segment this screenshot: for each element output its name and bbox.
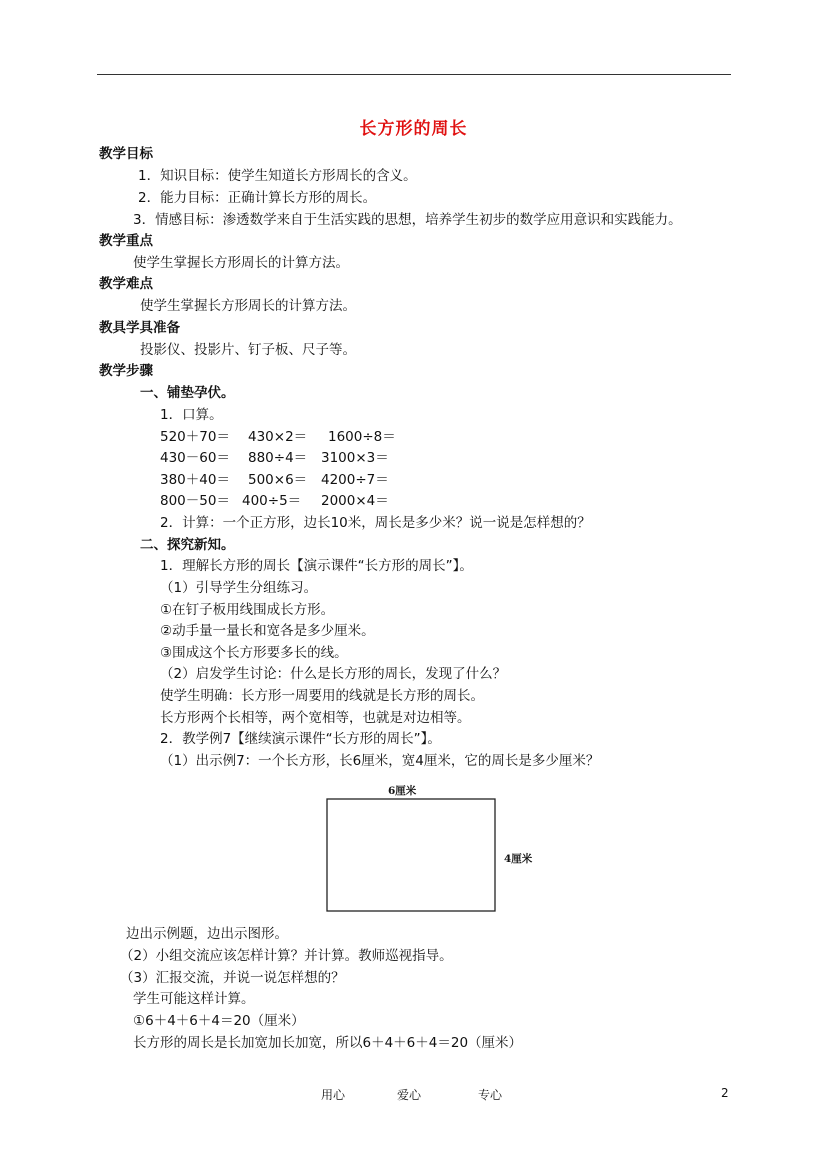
goals-heading: 教学目标 [99, 146, 153, 162]
calc-cell: 4200÷7＝ [321, 472, 389, 488]
length-label: 6厘米 [388, 785, 417, 797]
oral-calc-label: 1．口算。 [160, 407, 223, 423]
calc-cell: 400÷5＝ [242, 493, 302, 509]
calc-cell: 430－60＝ [160, 450, 230, 466]
width-label: 4厘米 [504, 853, 533, 865]
after-line: 学生可能这样计算。 [133, 991, 255, 1007]
tools-heading: 教具学具准备 [99, 320, 180, 336]
rectangle-shape [327, 799, 495, 911]
goal-1: 1．知识目标：使学生知道长方形周长的含义。 [138, 168, 417, 184]
after-line: （3）汇报交流，并说一说怎样想的？ [120, 970, 345, 986]
calc-cell: 500×6＝ [248, 472, 308, 488]
calc-cell: 520＋70＝ [160, 429, 230, 445]
calc-row [160, 471, 389, 489]
step1-heading: 一、铺垫孕伏。 [140, 385, 235, 401]
step2-heading: 二、探究新知。 [140, 537, 235, 553]
step2-line: 长方形两个长相等，两个宽相等，也就是对边相等。 [160, 710, 471, 726]
rectangle-figure [326, 780, 541, 915]
tools-text: 投影仪、投影片、钉子板、尺子等。 [140, 342, 356, 358]
difficulty-text: 使学生掌握长方形周长的计算方法。 [140, 298, 356, 314]
calc-cell: 430×2＝ [248, 429, 308, 445]
calc-cell: 2000×4＝ [321, 493, 389, 509]
calc-row [160, 428, 396, 446]
key-text: 使学生掌握长方形周长的计算方法。 [133, 255, 349, 271]
step2-line: ③围成这个长方形要多长的线。 [160, 645, 348, 661]
footer-motto-1: 用心 [321, 1088, 346, 1102]
document-title: 长方形的周长 [359, 119, 468, 139]
page-number: 2 [721, 1086, 729, 1100]
calc-row [160, 492, 389, 510]
rectangle-diagram [326, 780, 541, 915]
step2-line: 2．教学例7【继续演示课件“长方形的周长”】。 [160, 731, 441, 747]
step2-line: 1．理解长方形的周长【演示课件“长方形的周长”】。 [160, 558, 473, 574]
step2-line: （1）出示例7：一个长方形，长6厘米，宽4厘米，它的周长是多少厘米？ [160, 753, 600, 769]
calc-cell: 880÷4＝ [248, 450, 308, 466]
calc-cell: 3100×3＝ [321, 450, 389, 466]
step2-line: ②动手量一量长和宽各是多少厘米。 [160, 623, 375, 639]
after-line: ①6＋4＋6＋4＝20（厘米） [133, 1013, 305, 1029]
step2-line: 使学生明确：长方形一周要用的线就是长方形的周长。 [160, 688, 484, 704]
after-line: 边出示例题，边出示图形。 [126, 926, 288, 942]
step2-line: （1）引导学生分组练习。 [160, 580, 318, 596]
after-line: （2）小组交流应该怎样计算？并计算。教师巡视指导。 [120, 948, 453, 964]
step2-line: ①在钉子板用线围成长方形。 [160, 602, 335, 618]
calc-cell: 380＋40＝ [160, 472, 230, 488]
calc-row [160, 449, 389, 467]
goal-2: 2．能力目标：正确计算长方形的周长。 [138, 190, 377, 206]
steps-heading: 教学步骤 [99, 363, 153, 379]
after-line: 长方形的周长是长加宽加长加宽，所以6＋4＋6＋4＝20（厘米） [133, 1035, 523, 1051]
calc-cell: 1600÷8＝ [328, 429, 396, 445]
difficulty-heading: 教学难点 [99, 276, 153, 292]
goal-3: 3．情感目标：渗透数学来自于生活实践的思想，培养学生初步的数学应用意识和实践能力。 [133, 212, 682, 228]
key-heading: 教学重点 [99, 233, 153, 249]
header-rule [97, 74, 731, 75]
calc-cell: 800－50＝ [160, 493, 230, 509]
footer-motto-2: 爱心 [397, 1088, 422, 1102]
footer-motto-3: 专心 [478, 1088, 503, 1102]
step2-line: （2）启发学生讨论：什么是长方形的周长，发现了什么？ [160, 666, 507, 682]
square-question: 2．计算：一个正方形，边长10米，周长是多少米？说一说是怎样想的？ [160, 515, 591, 531]
